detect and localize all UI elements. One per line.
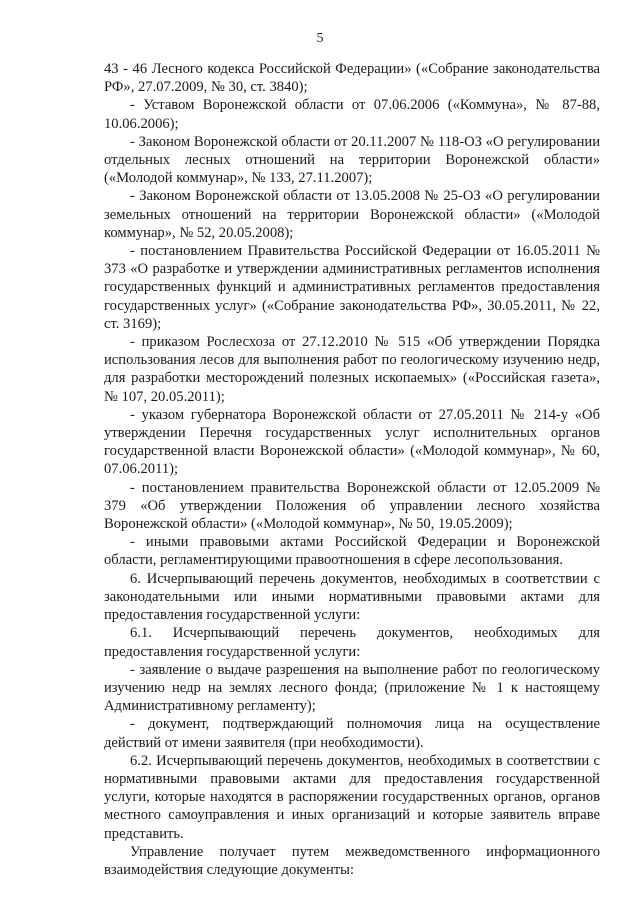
list-item-authority-document: - документ, подтверждающий полномочия лица на осуществление действий от имени заявителя (при необходимости). bbox=[104, 716, 600, 751]
paragraph-interagency: Управление получает путем межведомственного информационного взаимодействия следующие документы: bbox=[104, 843, 600, 878]
page-number: 5 bbox=[316, 31, 324, 46]
list-item-resolution-373: - постановлением Правительства Российской Федерации от 16.05.2011 № 373 «О разработке и утверждении административных регламентов исполнения государственных функций и административных регламентов предоставления государственных услуг» («Собрание законодательства РФ», 30.05.2011, № 22, ст. 3169); bbox=[104, 243, 600, 332]
list-item-law-25: - Законом Воронежской области от 13.05.2008 № 25-ОЗ «О регулировании земельных отношений на территории Воронежской области» («Молодой коммунар», № 52, 20.05.2008); bbox=[104, 188, 600, 241]
section-6-heading: 6. Исчерпывающий перечень документов, необходимых в соответствии с законодательными или иными нормативными правовыми актами для предоставления государственной услуги: bbox=[104, 570, 600, 624]
paragraph-continuation: 43 - 46 Лесного кодекса Российской Федерации» («Собрание законодательства РФ», 27.07.2009, № 30, ст. 3840); bbox=[104, 61, 600, 96]
list-item-other-acts: - иными правовыми актами Российской Федерации и Воронежской области, регламентирующими правоотношения в сфере лесопользования. bbox=[104, 534, 600, 569]
section-6-2: 6.2. Исчерпывающий перечень документов, необходимых в соответствии с нормативными правовыми актами для предоставления государственной услуги, которые находятся в распоряжении государственных органов, органов местного самоуправления и иных организаций и которые заявитель вправе представить. bbox=[104, 752, 600, 842]
document-body bbox=[104, 60, 600, 879]
list-item-law-118: - Законом Воронежской области от 20.11.2007 № 118-ОЗ «О регулировании отдельных лесных отношений на территории Воронежской области» («Молодой коммунар», № 133, 27.11.2007); bbox=[104, 133, 600, 187]
list-item-charter: - Уставом Воронежской области от 07.06.2006 («Коммуна», № 87-88, 10.06.2006); bbox=[104, 97, 600, 132]
section-6-1: 6.1. Исчерпывающий перечень документов, необходимых для предоставления государственной услуги: bbox=[104, 625, 600, 660]
list-item-order-515: - приказом Рослесхоза от 27.12.2010 № 515 «Об утверждении Порядка использования лесов для выполнения работ по геологическому изучению недр, для разработки месторождений полезных ископаемых» («Российская газета», № 107, 20.05.2011); bbox=[104, 334, 600, 405]
list-item-application: - заявление о выдаче разрешения на выполнение работ по геологическому изучению недр на землях лесного фонда; (приложение № 1 к настоящему Административному регламенту); bbox=[104, 661, 600, 715]
list-item-decree-214: - указом губернатора Воронежской области от 27.05.2011 № 214-у «Об утверждении Перечня государственных услуг исполнительных органов государственной власти Воронежской области» («Молодой коммунар», № 60, 07.06.2011); bbox=[104, 406, 600, 478]
list-item-resolution-379: - постановлением правительства Воронежской области от 12.05.2009 № 379 «Об утверждении Положения об управлении лесного хозяйства Воронежской области» («Молодой коммунар», № 50, 19.05.2009); bbox=[104, 479, 600, 533]
